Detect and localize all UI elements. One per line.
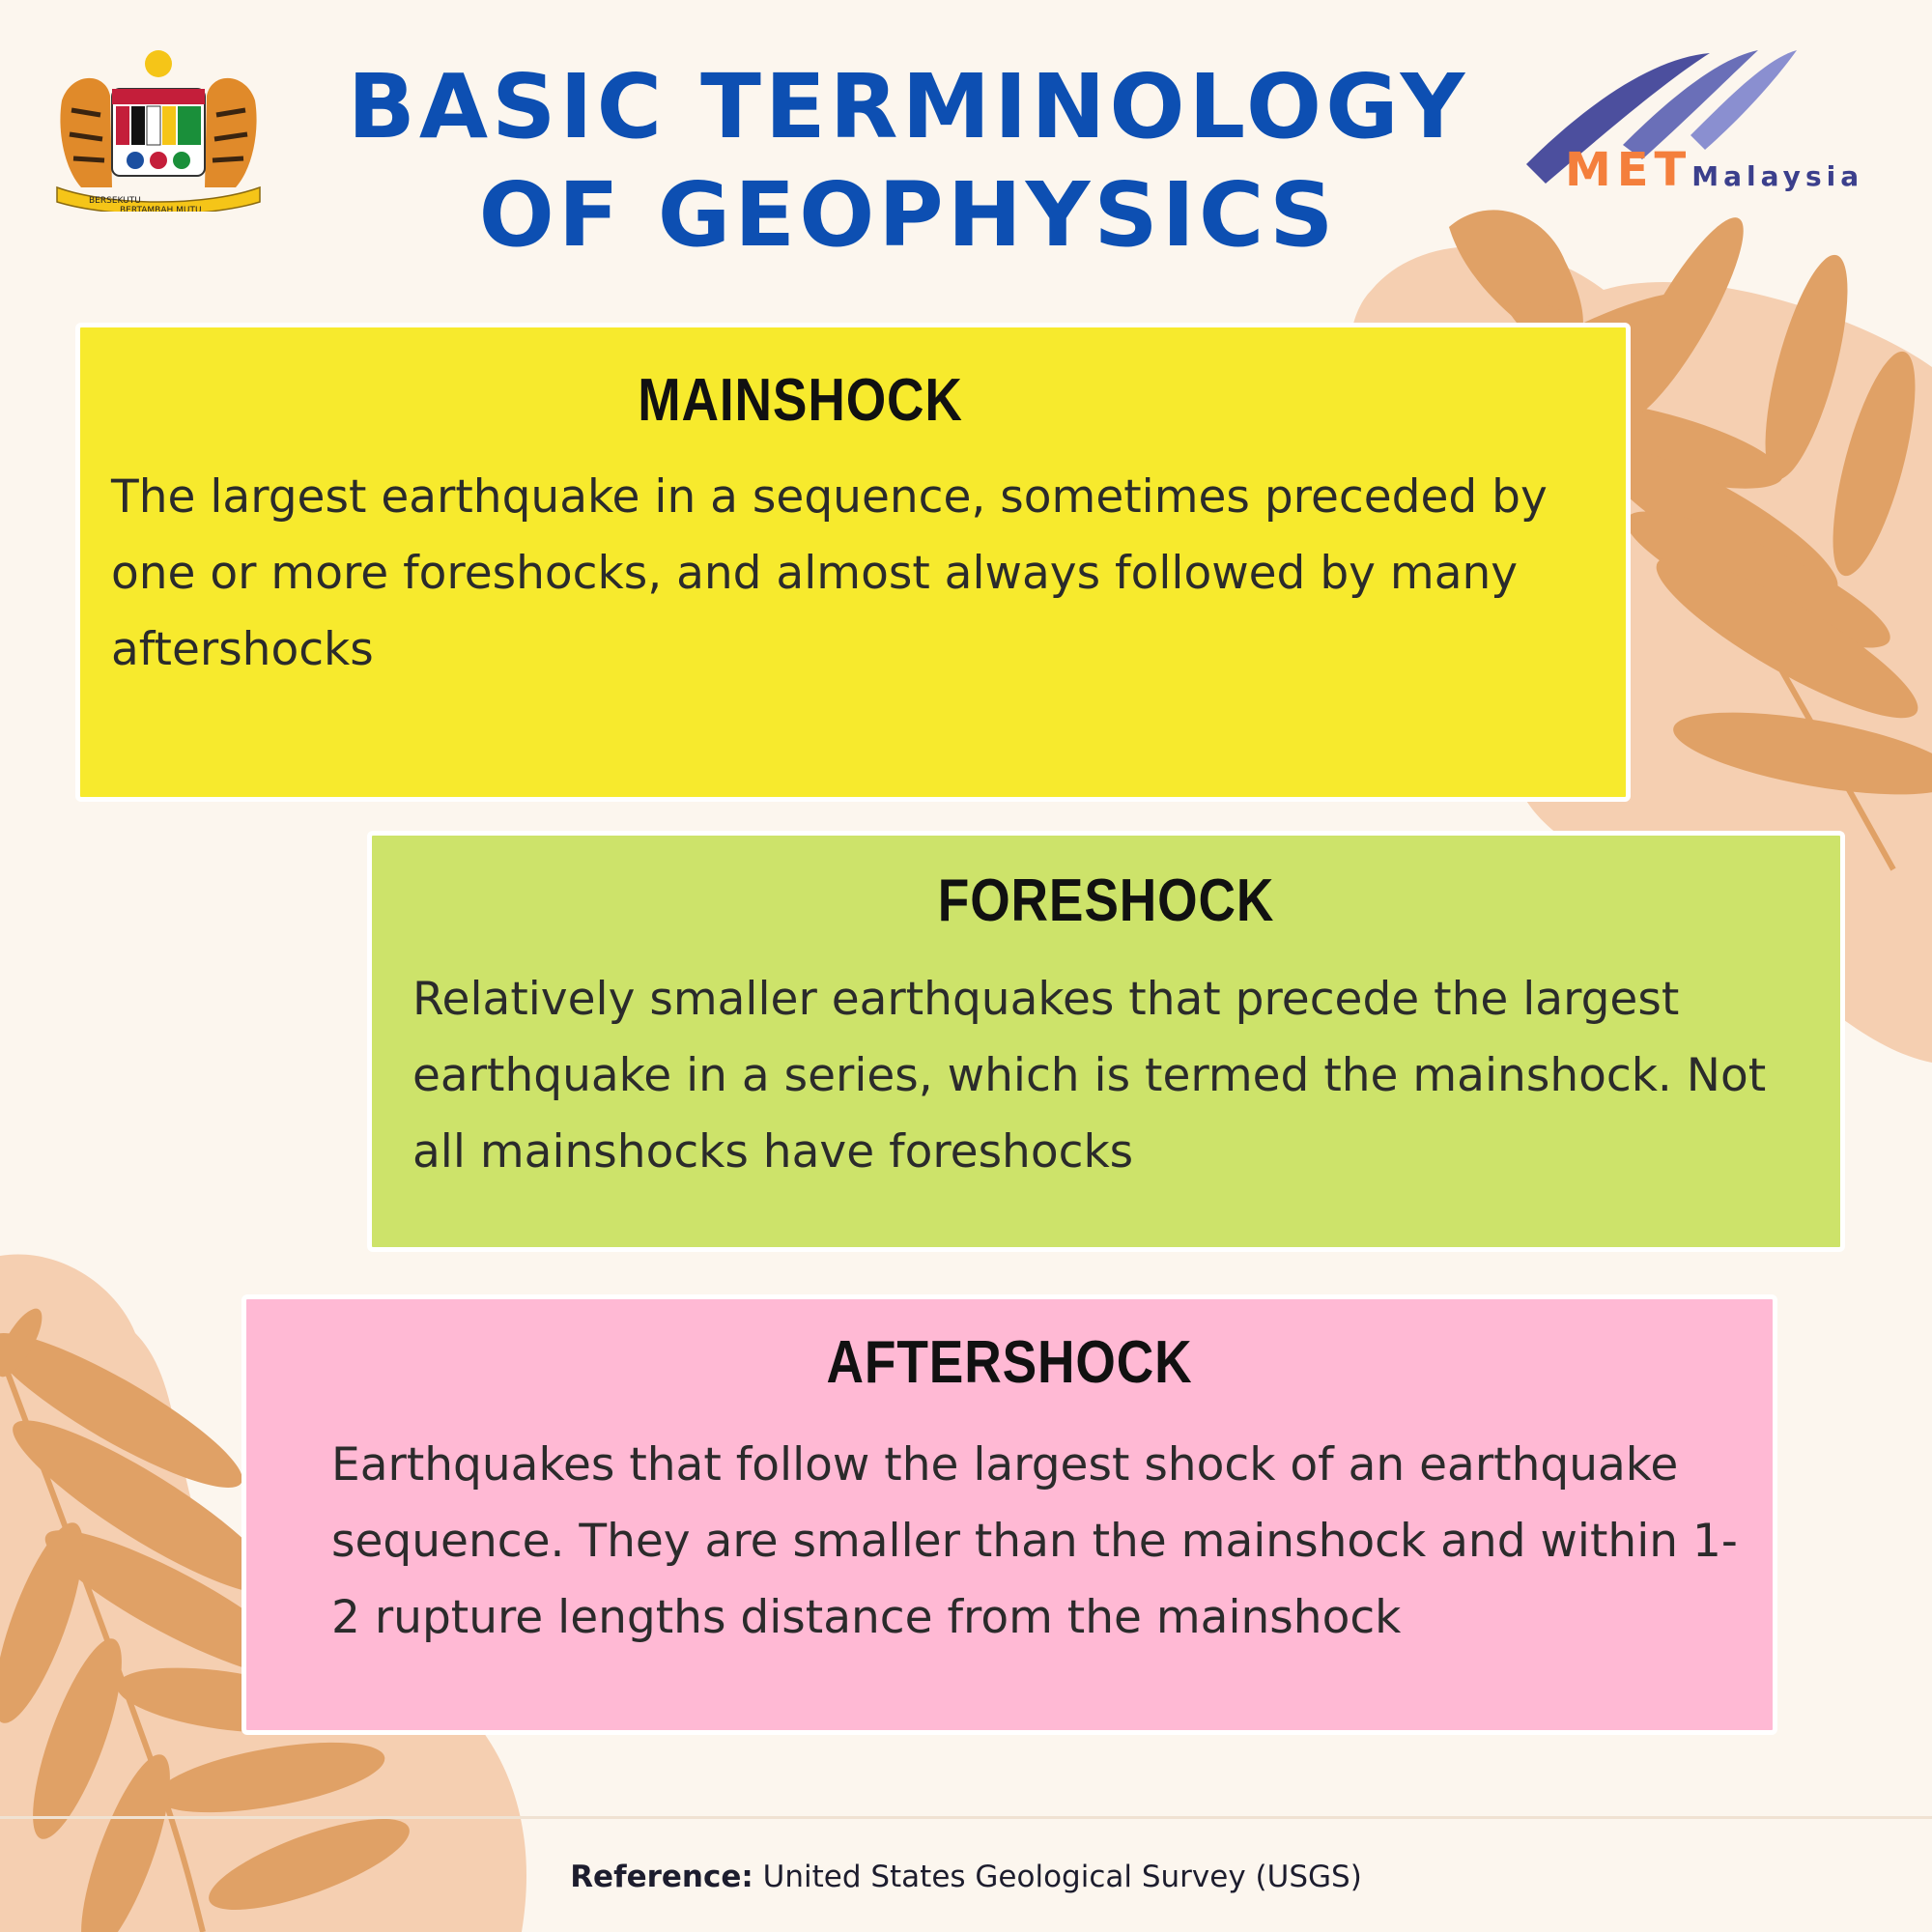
reference-label: Reference:: [570, 1860, 753, 1894]
foreshock-heading: FORESHOCK: [937, 867, 1275, 934]
reference-source: United States Geological Survey (USGS): [762, 1860, 1362, 1894]
page-title: [328, 53, 1488, 270]
foreshock-definition: Relatively smaller earthquakes that precede the largest earthquake in a series, which is termed the mainshock. Not all mainshocks have foreshocks: [412, 973, 1767, 1179]
aftershock-card: [242, 1294, 1777, 1735]
motto-right-text: BERTAMBAH MUTU: [120, 206, 202, 212]
aftershock-heading: AFTERSHOCK: [826, 1329, 1193, 1396]
reference-line: [0, 1860, 1932, 1894]
met-logo-text: [1565, 143, 1863, 197]
met-logo-prefix: MET: [1565, 143, 1692, 197]
mainshock-card: [75, 323, 1631, 802]
page-title-line-2: OF GEOPHYSICS: [478, 163, 1338, 267]
met-logo-suffix: Malaysia: [1691, 160, 1864, 192]
motto-left-text: BERSEKUTU: [89, 196, 141, 206]
met-malaysia-logo: [1507, 39, 1893, 208]
mainshock-definition: The largest earthquake in a sequence, sometimes preceded by one or more foreshocks, and almost always followed by many aftershocks: [111, 470, 1548, 676]
mainshock-heading: MAINSHOCK: [638, 367, 963, 434]
page-title-line-1: BASIC TERMINOLOGY: [347, 55, 1469, 158]
foreshock-card: [367, 831, 1845, 1252]
footer-divider: [0, 1816, 1932, 1819]
coat-of-arms-logo: [52, 43, 265, 212]
aftershock-definition: Earthquakes that follow the largest shock of an earthquake sequence. They are smaller than the mainshock and within 1-2 rupture lengths distance from the mainshock: [331, 1438, 1738, 1644]
